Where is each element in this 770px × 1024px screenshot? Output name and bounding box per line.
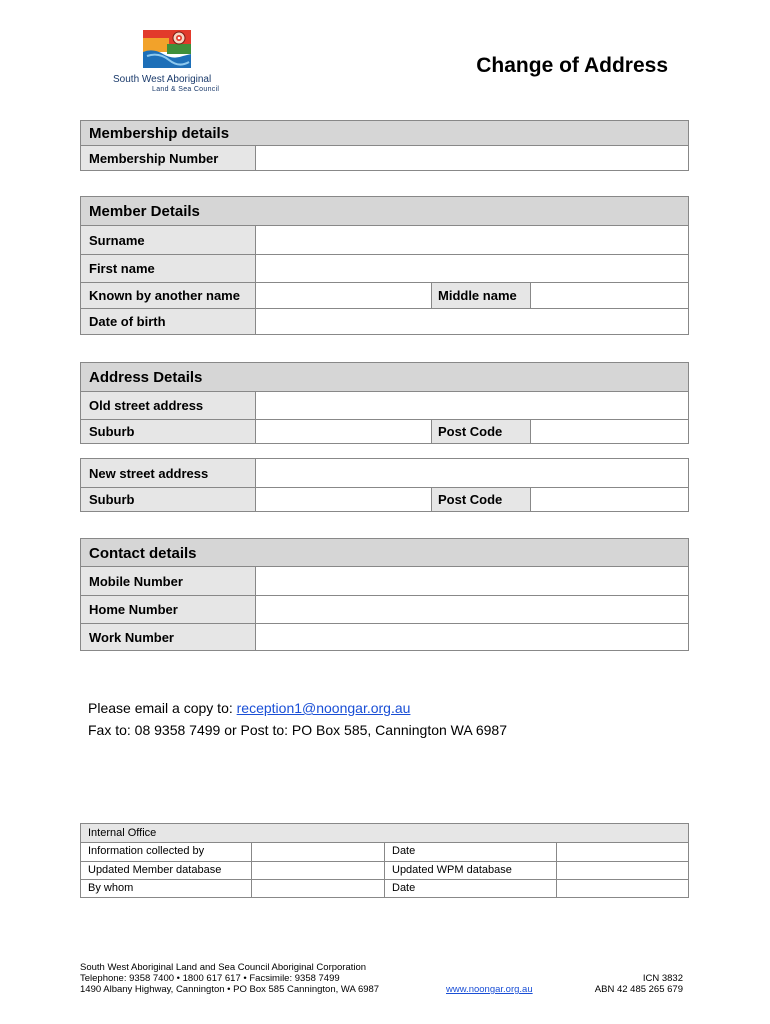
new-suburb-label: Suburb (81, 488, 256, 511)
updated-wpm-db-label: Updated WPM database (385, 862, 557, 879)
internal-office-table (80, 823, 689, 898)
membership-heading: Membership details (81, 121, 688, 146)
known-by-label: Known by another name (81, 283, 256, 308)
membership-number-field[interactable] (256, 146, 688, 170)
date2-field[interactable] (557, 880, 688, 897)
email-link[interactable]: reception1@noongar.org.au (236, 700, 411, 716)
middle-name-label: Middle name (431, 283, 531, 308)
surname-label: Surname (81, 226, 256, 254)
membership-section (80, 120, 689, 171)
org-name-line1: South West Aboriginal (113, 74, 212, 85)
old-suburb-field[interactable] (256, 420, 431, 443)
mobile-number-field[interactable] (256, 567, 688, 595)
member-details-heading: Member Details (81, 197, 688, 226)
page-title: Change of Address (476, 54, 668, 77)
home-number-field[interactable] (256, 596, 688, 623)
footer-registration (595, 973, 683, 995)
known-by-field[interactable] (256, 283, 431, 308)
updated-member-db-label: Updated Member database (81, 862, 252, 879)
email-prefix: Please email a copy to: (88, 700, 237, 716)
internal-office-heading: Internal Office (81, 824, 688, 843)
new-address-section (80, 458, 689, 512)
council-emblem-icon (143, 30, 191, 68)
old-suburb-label: Suburb (81, 420, 256, 443)
contact-details-heading: Contact details (81, 539, 688, 567)
footer-line1: South West Aboriginal Land and Sea Council Aboriginal Corporation (80, 962, 367, 973)
updated-member-db-field[interactable] (252, 862, 385, 879)
old-postcode-field[interactable] (531, 420, 688, 443)
date2-label: Date (385, 880, 557, 897)
date1-label: Date (385, 843, 557, 861)
date-of-birth-label: Date of birth (81, 309, 256, 334)
work-number-field[interactable] (256, 624, 688, 650)
address-details-heading: Address Details (81, 363, 688, 392)
date1-field[interactable] (557, 843, 688, 861)
old-street-label: Old street address (81, 392, 256, 419)
icn-number: ICN 3832 (642, 973, 683, 984)
footer-address-block (80, 962, 379, 995)
middle-name-field[interactable] (531, 283, 688, 308)
fax-post-instruction: Fax to: 08 9358 7499 or Post to: PO Box 585, Cannington WA 6987 (88, 722, 507, 738)
by-whom-label: By whom (81, 880, 252, 897)
membership-number-label: Membership Number (81, 146, 256, 170)
date-of-birth-field[interactable] (256, 309, 688, 334)
new-postcode-field[interactable] (531, 488, 688, 511)
footer-website (446, 984, 533, 995)
old-postcode-label: Post Code (431, 420, 531, 443)
contact-details-section (80, 538, 689, 651)
abn-number: ABN 42 485 265 679 (594, 984, 683, 995)
new-postcode-label: Post Code (431, 488, 531, 511)
address-details-section (80, 362, 689, 444)
collected-by-label: Information collected by (81, 843, 252, 861)
first-name-field[interactable] (256, 255, 688, 282)
surname-field[interactable] (256, 226, 688, 254)
mobile-number-label: Mobile Number (81, 567, 256, 595)
email-instruction (88, 700, 410, 716)
footer-line3: 1490 Albany Highway, Cannington • PO Box 585 Cannington, WA 6987 (80, 984, 380, 995)
footer-line2: Telephone: 9358 7400 • 1800 617 617 • Facsimile: 9358 7499 (80, 973, 340, 984)
first-name-label: First name (81, 255, 256, 282)
updated-wpm-db-field[interactable] (557, 862, 688, 879)
member-details-section (80, 196, 689, 335)
new-street-label: New street address (81, 459, 256, 487)
website-link[interactable]: www.noongar.org.au (446, 984, 533, 995)
new-street-field[interactable] (256, 459, 688, 487)
collected-by-field[interactable] (252, 843, 385, 861)
org-logo (110, 30, 235, 98)
org-name-line2: Land & Sea Council (152, 86, 220, 93)
new-suburb-field[interactable] (256, 488, 431, 511)
old-street-field[interactable] (256, 392, 688, 419)
by-whom-field[interactable] (252, 880, 385, 897)
home-number-label: Home Number (81, 596, 256, 623)
work-number-label: Work Number (81, 624, 256, 650)
